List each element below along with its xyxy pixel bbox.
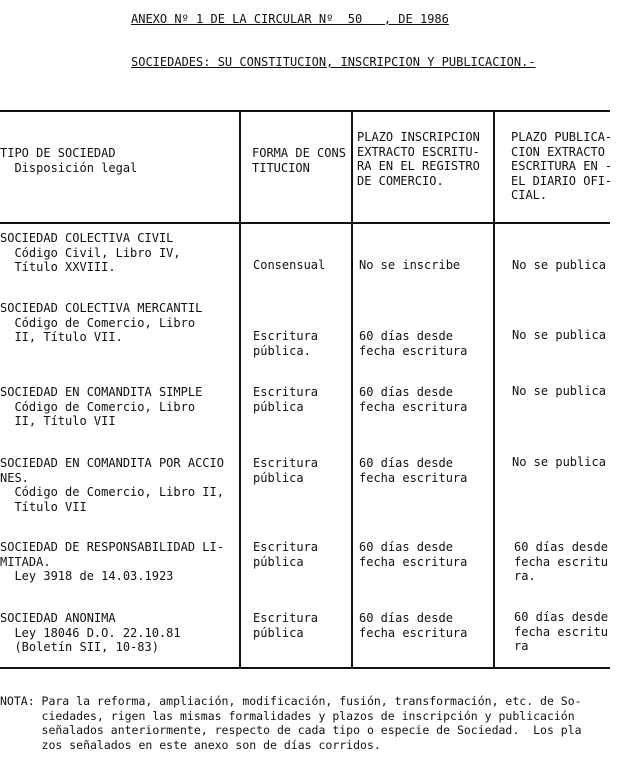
column-divider-2 <box>351 111 353 668</box>
footnote: NOTA: Para la reforma, ampliación, modificación, fusión, transformación, etc. de So- ciedades, rigen las mismas formalidades y plazos de inscripción y publicación señalados anteriormente, respecto de cada tipo o especie de Sociedad. Los pla zos señalados en este anexo son de días corridos. <box>0 694 582 752</box>
table-row-6-publicacion: 60 días desde fecha escritu ra <box>514 610 608 653</box>
header-plazo-inscripcion: PLAZO INSCRIPCION EXTRACTO ESCRITU- RA EN EL REGISTRO DE COMERCIO. <box>357 130 480 188</box>
table-row-4-publicacion: No se publica <box>512 455 606 469</box>
document-subtitle: SOCIEDADES: SU CONSTITUCION, INSCRIPCION Y PUBLICACION.- <box>131 55 536 69</box>
column-divider-1 <box>239 111 241 668</box>
table-header-rule <box>0 222 610 224</box>
table-row-2-tipo: SOCIEDAD COLECTIVA MERCANTIL Código de Comercio, Libro II, Título VII. <box>0 301 203 344</box>
column-divider-3 <box>493 111 495 668</box>
table-row-4-forma: Escritura pública <box>253 456 319 485</box>
table-row-3-tipo: SOCIEDAD EN COMANDITA SIMPLE Código de Comercio, Libro II, Título VII <box>0 385 203 428</box>
header-plazo-publicacion: PLAZO PUBLICA- CION EXTRACTO ESCRITURA EN - EL DIARIO OFI- CIAL. <box>511 130 613 202</box>
table-bottom-rule <box>0 667 610 669</box>
header-forma-de-constitucion: FORMA DE CONS TITUCION <box>252 146 346 175</box>
header-tipo-de-sociedad: TIPO DE SOCIEDAD Disposición legal <box>0 146 138 175</box>
table-row-3-inscripcion: 60 días desde fecha escritura <box>359 385 468 414</box>
table-row-5-publicacion: 60 días desde fecha escritu ra. <box>514 540 608 583</box>
table-row-1-inscripcion: No se inscribe <box>359 258 461 272</box>
table-row-6-forma: Escritura pública <box>253 611 319 640</box>
table-row-6-inscripcion: 60 días desde fecha escritura <box>359 611 468 640</box>
table-row-5-inscripcion: 60 días desde fecha escritura <box>359 540 468 569</box>
table-row-5-forma: Escritura pública <box>253 540 319 569</box>
table-row-3-publicacion: No se publica <box>512 384 606 398</box>
table-row-1-forma: Consensual <box>253 258 326 272</box>
table-row-2-publicacion: No se publica <box>512 328 606 342</box>
table-row-2-inscripcion: 60 días desde fecha escritura <box>359 329 468 358</box>
table-top-rule <box>0 110 610 112</box>
table-row-4-inscripcion: 60 días desde fecha escritura <box>359 456 468 485</box>
annex-title: ANEXO Nº 1 DE LA CIRCULAR Nº 50 , DE 1986 <box>131 12 449 26</box>
table-row-5-tipo: SOCIEDAD DE RESPONSABILIDAD LI- MITADA. Ley 3918 de 14.03.1923 <box>0 540 224 583</box>
table-row-6-tipo: SOCIEDAD ANONIMA Ley 18046 D.O. 22.10.81 (Boletín SII, 10-83) <box>0 611 181 654</box>
table-row-3-forma: Escritura pública <box>253 385 319 414</box>
table-row-2-forma: Escritura pública. <box>253 329 319 358</box>
table-row-4-tipo: SOCIEDAD EN COMANDITA POR ACCIO NES. Código de Comercio, Libro II, Título VII <box>0 456 224 514</box>
table-row-1-tipo: SOCIEDAD COLECTIVA CIVIL Código Civil, Libro IV, Título XXVIII. <box>0 231 181 274</box>
table-row-1-publicacion: No se publica <box>512 258 606 272</box>
